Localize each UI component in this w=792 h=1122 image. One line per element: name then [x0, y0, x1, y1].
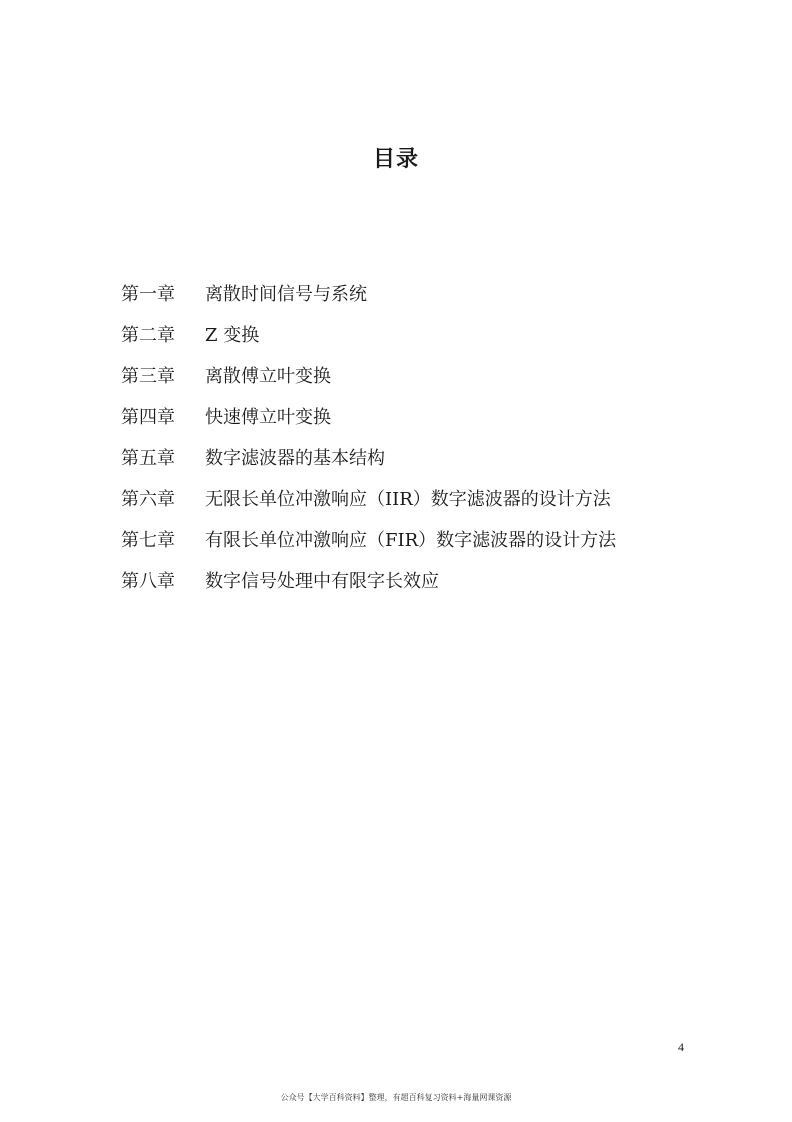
table-of-contents [121, 272, 681, 600]
chapter-number: 第四章 [121, 406, 175, 428]
chapter-number: 第二章 [121, 324, 175, 346]
toc-entry-2[interactable] [121, 313, 681, 354]
chapter-number: 第七章 [121, 529, 175, 551]
toc-entry-1[interactable] [121, 272, 681, 313]
chapter-number: 第六章 [121, 488, 175, 510]
chapter-title: 快速傅立叶变换 [205, 406, 331, 428]
toc-entry-8[interactable] [121, 559, 681, 600]
chapter-title: 数字滤波器的基本结构 [205, 447, 385, 469]
page-number: 4 [678, 1040, 684, 1054]
chapter-number: 第一章 [121, 283, 175, 305]
chapter-title: 无限长单位冲激响应（IIR）数字滤波器的设计方法 [205, 488, 611, 510]
chapter-title: 数字信号处理中有限字长效应 [205, 570, 439, 592]
chapter-title: 离散时间信号与系统 [205, 283, 367, 305]
toc-entry-5[interactable] [121, 436, 681, 477]
toc-entry-4[interactable] [121, 395, 681, 436]
chapter-number: 第八章 [121, 570, 175, 592]
chapter-number: 第五章 [121, 447, 175, 469]
chapter-title: 有限长单位冲激响应（FIR）数字滤波器的设计方法 [205, 529, 617, 551]
footer-note: 公众号【大学百科资料】整理，有超百科复习资料+海量网课资源 [280, 1093, 512, 1102]
page-title: 目录 [372, 147, 419, 172]
chapter-title: Z 变换 [205, 324, 260, 346]
chapter-number: 第三章 [121, 365, 175, 387]
toc-entry-6[interactable] [121, 477, 681, 518]
toc-entry-3[interactable] [121, 354, 681, 395]
toc-entry-7[interactable] [121, 518, 681, 559]
chapter-title: 离散傅立叶变换 [205, 365, 331, 387]
